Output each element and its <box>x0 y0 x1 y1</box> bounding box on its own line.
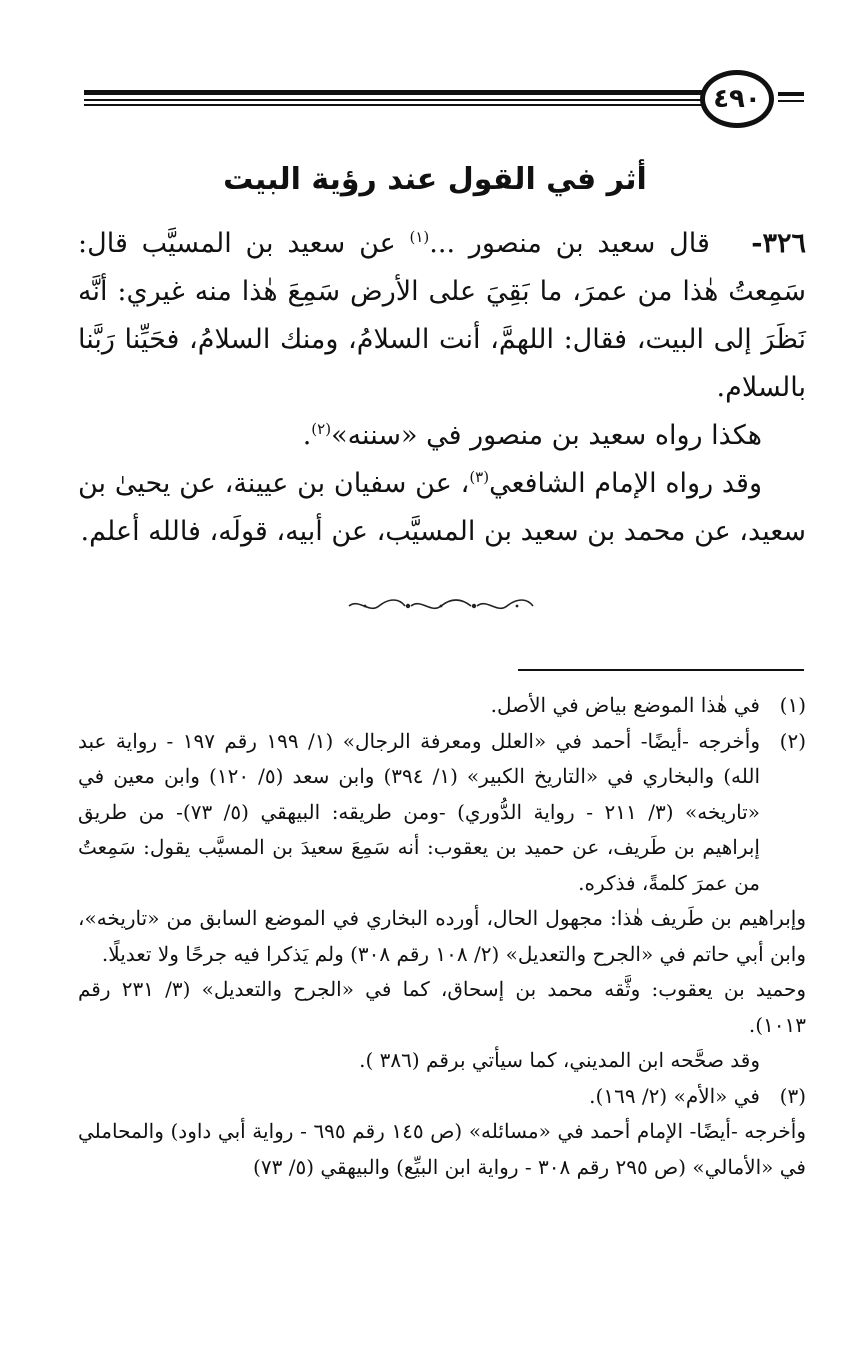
footnote-3-paragraph-b: وأخرجه -أيضًا- الإمام أحمد في «مسائله» (ص ١٤٥ رقم ٦٩٥ - رواية أبي داود) والمحاملي في «الأمالي» (ص ٢٩٥ رقم ٣٠٨ - رواية ابن البيِّع) والبيهقي (٥/ ٧٣) <box>78 1119 806 1179</box>
footnote-2-paragraph-c: وحميد بن يعقوب: وثَّقه محمد بن إسحاق، كما في «الجرح والتعديل» (٣/ ٢٣١ رقم ١٠١٣). <box>78 977 806 1037</box>
paragraph-1-start: قال سعيد بن منصور ... <box>429 228 710 259</box>
footnote-2-text: وأخرجه -أيضًا- أحمد في «العلل ومعرفة الرجال» (١/ ١٩٩ رقم ١٩٧ - رواية عبد الله) والبخاري في «التاريخ الكبير» (١/ ٣٩٤) وابن سعد (٥/ ١٢٠) وابن معين في «تاريخه» (٣/ ٢١١ - رواية الدُّوري) -ومن طريقه: البيهقي (٥/ ٧٣)- من طريق إبراهيم بن طَريف، عن حميد بن يعقوب: أنه سَمِعَ سعيدَ بن المسيَّب يقول: سَمِعتُ من عمرَ كلمةً، فذكره. <box>78 728 760 895</box>
main-text <box>78 220 806 556</box>
footnote-3-text: في «الأم» (٢/ ١٦٩). <box>589 1083 760 1108</box>
footnote-ref-3[interactable]: (٣) <box>469 468 490 486</box>
footnote-2 <box>78 724 806 902</box>
footnote-3-number: (٣) <box>779 1083 806 1108</box>
paragraph-3 <box>78 460 806 556</box>
footnote-ref-1[interactable]: (١) <box>409 228 430 246</box>
section-title: أثر في القول عند رؤية البيت <box>223 162 647 197</box>
paragraph-2-end: . <box>302 420 312 451</box>
ornament-divider <box>345 598 537 614</box>
paragraph-3-text: وقد رواه الإمام الشافعي <box>489 468 762 499</box>
footnote-1-number: (١) <box>779 693 806 717</box>
footnote-2-paragraph-d: وقد صحَّحه ابن المديني، كما سيأتي برقم (٣٨٦ ). <box>359 1048 760 1072</box>
footnote-ref-2[interactable]: (٢) <box>311 420 332 438</box>
paragraph-1-rest: عن سعيد بن المسيَّب قال: سَمِعتُ هٰذا من عمرَ، ما بَقِيَ على الأرض سَمِعَ هٰذا منه غيري: أنَّه نَظَرَ إلى البيت، فقال: اللهمَّ، أنت السلامُ، ومنك السلامُ، فحَيِّنا رَبَّنا بالسلام. <box>78 228 806 403</box>
paragraph-2 <box>78 412 806 460</box>
footnote-1-text: في هٰذا الموضع بياض في الأصل. <box>490 693 760 717</box>
footnote-2-number: (٢) <box>779 728 806 753</box>
footnote-separator <box>518 669 804 671</box>
paragraph-3-rest: ، عن سفيان بن عيينة، عن يحيىٰ بن سعيد، عن محمد بن سعيد بن المسيَّب، عن أبيه، قولَه، فالله أعلم. <box>78 468 806 547</box>
footnote-3 <box>78 1079 806 1115</box>
footnote-1 <box>78 688 806 724</box>
footnotes <box>78 688 806 1185</box>
header-rule <box>84 88 704 110</box>
paragraph-1 <box>78 220 806 412</box>
page-number: ٤٩٠ <box>700 70 774 128</box>
footnote-2-paragraph-b: وإبراهيم بن طَريف هٰذا: مجهول الحال، أورده البخاري في الموضع السابق من «تاريخه»، وابن أبي حاتم في «الجرح والتعديل» (٢/ ١٠٨ رقم ٣٠٨) ولم يَذكرا فيه جرحًا ولا تعديلًا. <box>78 906 806 966</box>
header-rule-right <box>778 92 804 110</box>
entry-number: ٣٢٦- <box>751 228 806 259</box>
paragraph-2-text: هكذا رواه سعيد بن منصور في «سننه» <box>331 420 762 451</box>
